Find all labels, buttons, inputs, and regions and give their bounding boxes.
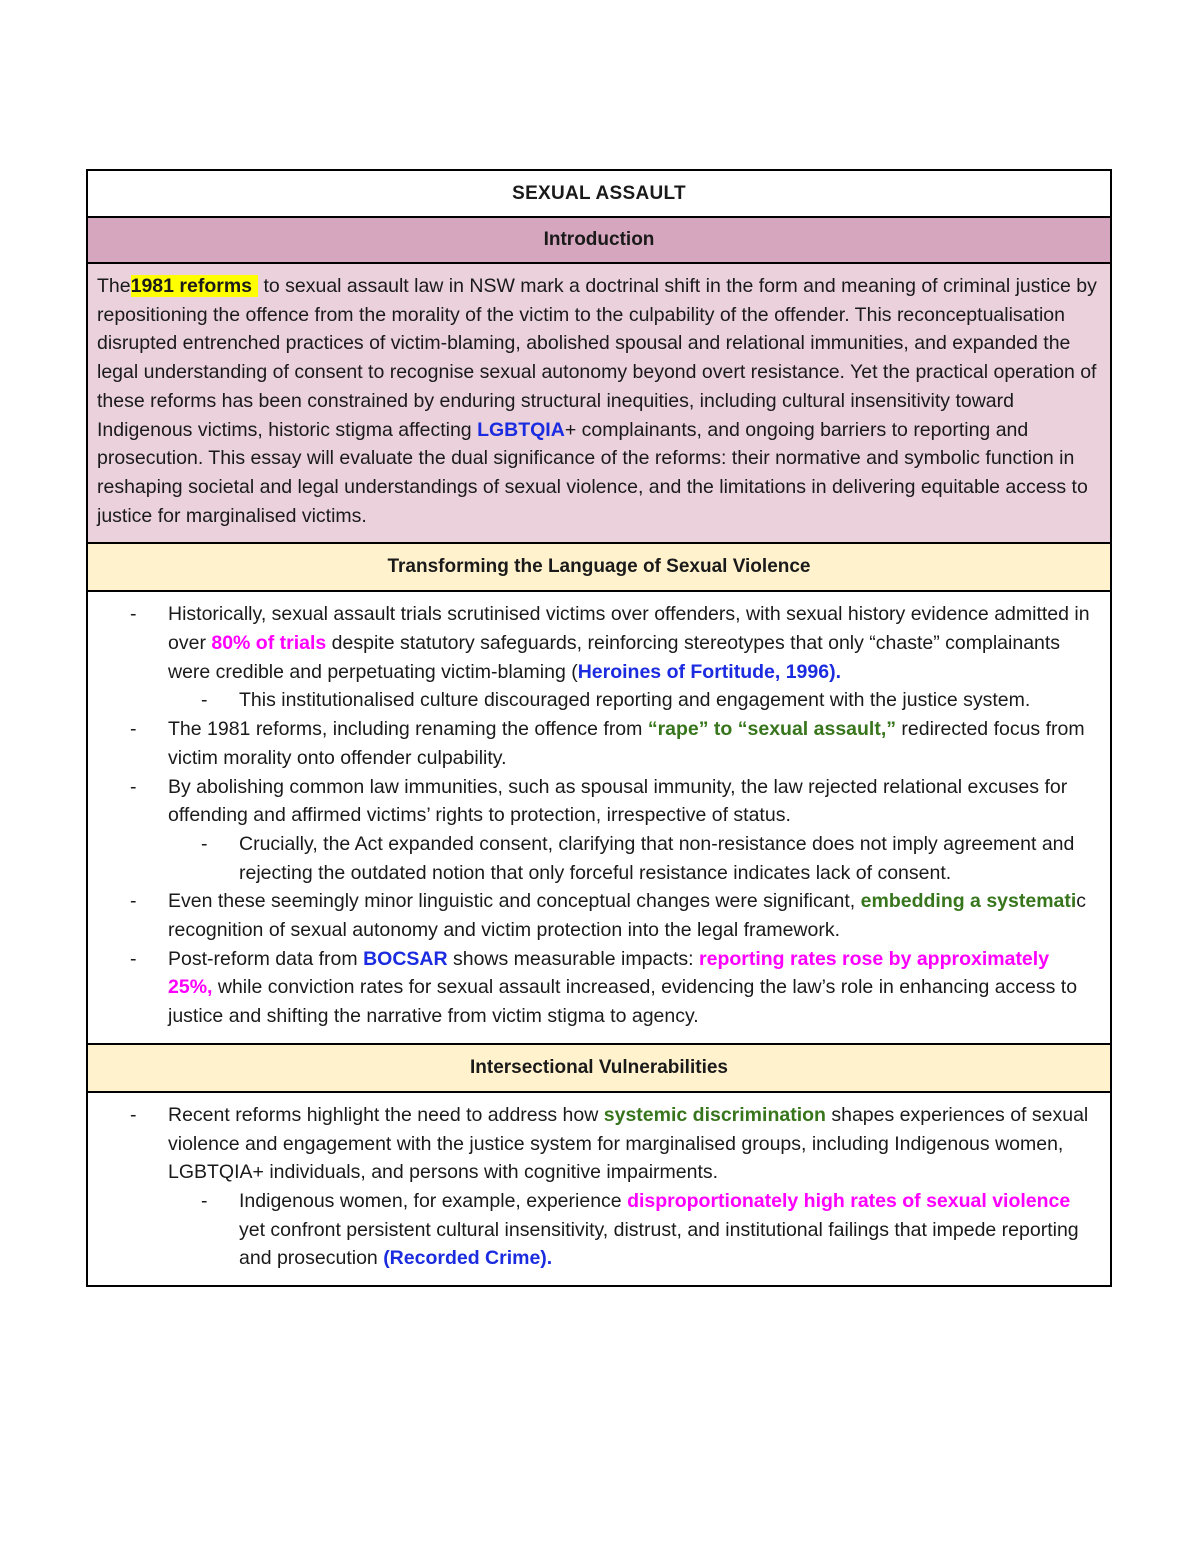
intro-text: The: [97, 275, 131, 297]
citation: Heroines of Fortitude, 1996).: [577, 660, 842, 683]
lgbt-term: LGBTQIA: [477, 418, 565, 441]
dash-bullet: -: [201, 1189, 208, 1212]
list-item: [97, 715, 1098, 772]
dash-bullet: -: [130, 1103, 137, 1126]
emphasis-green: “rape” to “sexual assault,”: [647, 718, 897, 741]
document-title: SEXUAL ASSAULT: [87, 170, 1111, 217]
introduction-heading: Introduction: [87, 217, 1111, 263]
dash-bullet: -: [130, 603, 137, 626]
introduction-paragraph: [87, 263, 1111, 543]
list-item: [97, 773, 1098, 830]
bullet-list: [97, 600, 1098, 1031]
dash-bullet: -: [130, 718, 137, 741]
list-item: [97, 686, 1098, 715]
item-text: Even these seemingly minor linguistic and conceptual changes were significant,: [168, 890, 861, 913]
item-text: redirected focus from victim morality onto offender culpability.: [168, 718, 1085, 769]
item-text: shows measurable impacts:: [447, 947, 700, 970]
section-heading-intersectional: Intersectional Vulnerabilities: [87, 1044, 1111, 1092]
item-text: despite statutory safeguards, reinforcing stereotypes that only “chaste” complainants were credible and perpetuating victim-blaming (: [168, 632, 1061, 683]
bullet-list: [97, 1101, 1098, 1273]
dash-bullet: -: [201, 832, 208, 855]
emphasis-pink: reporting rates rose by approximately 25%,: [168, 947, 1050, 999]
item-text: Crucially, the Act expanded consent, clarifying that non-resistance does not imply agreement and rejecting the outdated notion that only forceful resistance indicates lack of consent.: [239, 832, 1075, 884]
item-text: while conviction rates for sexual assault increased, evidencing the law’s role in enhancing access to justice and shifting the narrative from victim stigma to agency.: [168, 976, 1078, 1028]
item-text: shapes experiences of sexual violence and engagement with the justice system for marginalised groups, including Indigenous women, LGBTQIA+ individuals, and persons with cognitive impairments.: [168, 1103, 1089, 1184]
section-body-language: [87, 591, 1111, 1044]
dash-bullet: -: [130, 947, 137, 970]
emphasis-green: embedding a systemati: [860, 890, 1077, 913]
list-item: [97, 887, 1098, 944]
highlighted-term: 1981 reforms: [131, 275, 258, 297]
item-text: Indigenous women, for example, experience: [239, 1189, 628, 1212]
item-text: c recognition of sexual autonomy and victim protection into the legal framework.: [168, 890, 1087, 942]
list-item: [97, 1187, 1098, 1273]
list-item: [97, 830, 1098, 887]
emphasis-pink: disproportionately high rates of sexual violence: [627, 1189, 1071, 1212]
citation: BOCSAR: [363, 947, 448, 970]
item-text: Historically, sexual assault trials scrutinised victims over offenders, with sexual history evidence admitted in over: [168, 603, 1090, 655]
dash-bullet: -: [130, 890, 137, 913]
dash-bullet: -: [201, 689, 208, 712]
item-text: By abolishing common law immunities, such as spousal immunity, the law rejected relational excuses for offending and affirmed victims’ rights to protection, irrespective of status.: [168, 775, 1068, 827]
item-text: yet confront persistent cultural insensitivity, distrust, and institutional failings that impede reporting and prosecution: [239, 1218, 1079, 1270]
emphasis-green: systemic discrimination: [603, 1103, 826, 1126]
citation: (Recorded Crime).: [383, 1247, 553, 1270]
item-text: This institutionalised culture discouraged reporting and engagement with the justice system.: [239, 689, 1031, 712]
item-text: Recent reforms highlight the need to address how: [168, 1103, 604, 1126]
dash-bullet: -: [130, 775, 137, 798]
item-text: Post-reform data from: [168, 947, 364, 970]
list-item: [97, 945, 1098, 1031]
section-heading-language: Transforming the Language of Sexual Violence: [87, 543, 1111, 591]
item-text: The 1981 reforms, including renaming the offence from: [168, 718, 648, 741]
intro-text: + complainants, and ongoing barriers to reporting and prosecution. This essay will evaluate the dual significance of the reforms: their normative and symbolic function in reshaping societal and legal understandings of sexual violence, and the limitations in delivering equitable access to justice for marginalised victims.: [97, 418, 1088, 527]
section-body-intersectional: [87, 1092, 1111, 1286]
notes-table: [86, 169, 1112, 1287]
list-item: [97, 600, 1098, 686]
list-item: [97, 1101, 1098, 1187]
emphasis-pink: 80% of trials: [211, 632, 327, 655]
intro-text: to sexual assault law in NSW mark a doctrinal shift in the form and meaning of criminal justice by repositioning the offence from the morality of the victim to the culpability of the offender. This reconceptualisation disrupted entrenched practices of victim-blaming, abolished spousal and relational immunities, and expanded the legal understanding of consent to recognise sexual autonomy beyond overt resistance. Yet the practical operation of these reforms has been constrained by enduring structural inequities, including cultural insensitivity toward Indigenous victims, historic stigma affecting: [97, 275, 1097, 441]
